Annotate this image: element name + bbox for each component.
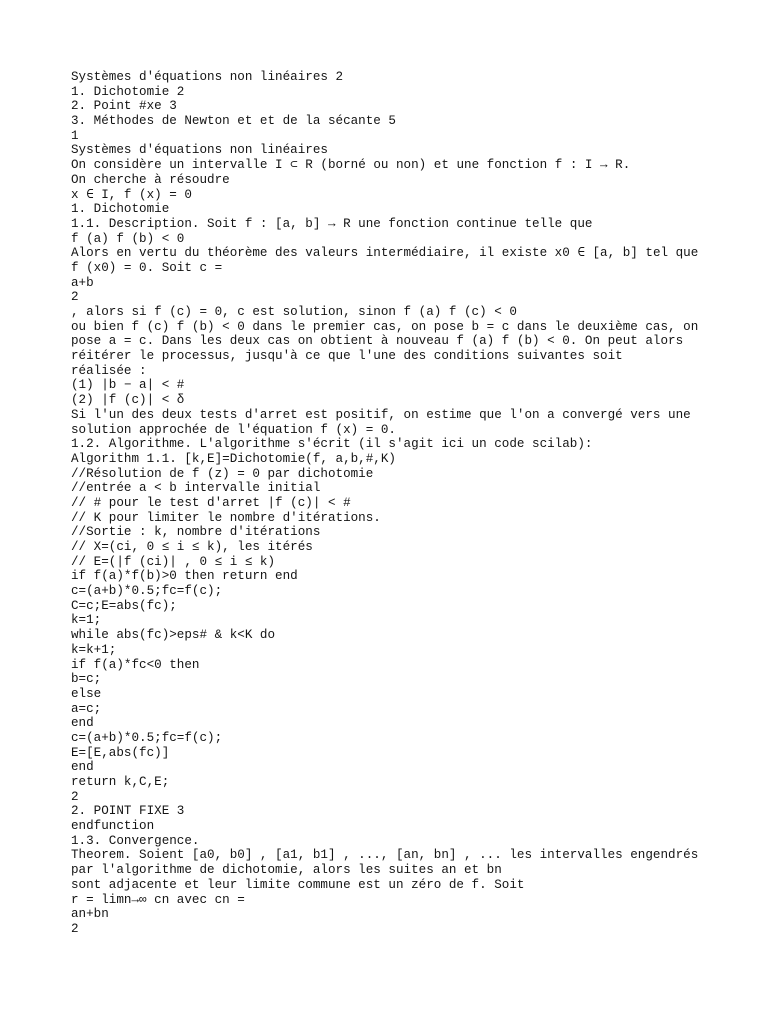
text-line: r = limn→∞ cn avec cn = [71, 892, 245, 907]
text-line: //entrée a < b intervalle initial [71, 481, 321, 496]
text-line: end [71, 716, 94, 731]
text-line: if f(a)*fc<0 then [71, 657, 200, 672]
text-line: else [71, 686, 102, 701]
text-line: 2 [71, 921, 79, 936]
text-line: pose a = c. Dans les deux cas on obtient à nouveau f (a) f (b) < 0. On peut alors [71, 334, 684, 349]
text-line: c=(a+b)*0.5;fc=f(c); [71, 584, 223, 599]
text-line: x ∈ I, f (x) = 0 [71, 187, 192, 202]
text-line: On cherche à résoudre [71, 172, 230, 187]
text-line: 2 [71, 789, 79, 804]
text-line: endfunction [71, 819, 155, 834]
text-line: 1.2. Algorithme. L'algorithme s'écrit (il s'agit ici un code scilab): [71, 437, 593, 452]
text-line: //Sortie : k, nombre d'itérations [71, 525, 321, 540]
text-line: Alors en vertu du théorème des valeurs intermédiaire, il existe x0 ∈ [a, b] tel que [71, 246, 699, 261]
text-line: 3. Méthodes de Newton et et de la sécante 5 [71, 114, 396, 129]
text-line: 2. POINT FIXE 3 [71, 804, 185, 819]
text-line: réalisée : [71, 363, 147, 378]
text-line: a+b [71, 275, 94, 290]
text-line: end [71, 760, 94, 775]
text-line: // E=(|f (ci)| , 0 ≤ i ≤ k) [71, 554, 276, 569]
text-line: while abs(fc)>eps# & k<K do [71, 628, 276, 643]
text-line: b=c; [71, 672, 102, 687]
text-line: , alors si f (c) = 0, c est solution, sinon f (a) f (c) < 0 [71, 305, 517, 319]
text-line: 1.1. Description. Soit f : [a, b] → R une fonction continue telle que [71, 216, 593, 231]
text-line: Theorem. Soient [a0, b0] , [a1, b1] , ..., [an, bn] , ... les intervalles engendrés [71, 848, 699, 863]
text-line: ou bien f (c) f (b) < 0 dans le premier cas, on pose b = c dans le deuxième cas, on [71, 319, 699, 334]
text-line: 2. Point #xe 3 [71, 99, 177, 114]
text-line: if f(a)*f(b)>0 then return end [71, 569, 298, 584]
text-line: C=c;E=abs(fc); [71, 598, 177, 613]
text-line: sont adjacente et leur limite commune est un zéro de f. Soit [71, 877, 525, 892]
text-line: solution approchée de l'équation f (x) = 0. [71, 422, 396, 437]
text-line: 1.3. Convergence. [71, 833, 200, 848]
text-line: par l'algorithme de dichotomie, alors les suites an et bn [71, 863, 502, 878]
text-line: (1) |b − a| < # [71, 378, 185, 393]
text-line: an+bn [71, 907, 109, 922]
text-line: E=[E,abs(fc)] [71, 745, 170, 760]
text-line: a=c; [71, 701, 102, 716]
text-line: // K pour limiter le nombre d'itérations. [71, 510, 381, 525]
text-line: Si l'un des deux tests d'arret est positif, on estime que l'on a convergé vers une [71, 407, 691, 422]
text-line: f (x0) = 0. Soit c = [71, 260, 223, 275]
text-line: Algorithm 1.1. [k,E]=Dichotomie(f, a,b,#,K) [71, 451, 396, 466]
text-line: return k,C,E; [71, 775, 170, 789]
text-line: // # pour le test d'arret |f (c)| < # [71, 495, 351, 510]
text-line: Systèmes d'équations non linéaires [71, 143, 328, 158]
text-line: // X=(ci, 0 ≤ i ≤ k), les itérés [71, 540, 313, 554]
text-line: 1. Dichotomie 2 [71, 84, 185, 99]
text-line: k=k+1; [71, 642, 117, 657]
text-line: Systèmes d'équations non linéaires 2 [71, 70, 344, 84]
text-line: 1 [71, 128, 79, 143]
text-line: 1. Dichotomie [71, 202, 170, 217]
text-line: réitérer le processus, jusqu'à ce que l'une des conditions suivantes soit [71, 349, 623, 364]
text-line: k=1; [71, 613, 102, 628]
text-line: 2 [71, 290, 79, 305]
document-page [71, 70, 711, 937]
text-line: On considère un intervalle I ⊂ R (borné ou non) et une fonction f : I → R. [71, 158, 631, 173]
text-line: f (a) f (b) < 0 [71, 231, 185, 246]
text-line: c=(a+b)*0.5;fc=f(c); [71, 730, 223, 745]
text-line: //Résolution de f (z) = 0 par dichotomie [71, 466, 374, 481]
text-line: (2) |f (c)| < δ [71, 393, 185, 408]
